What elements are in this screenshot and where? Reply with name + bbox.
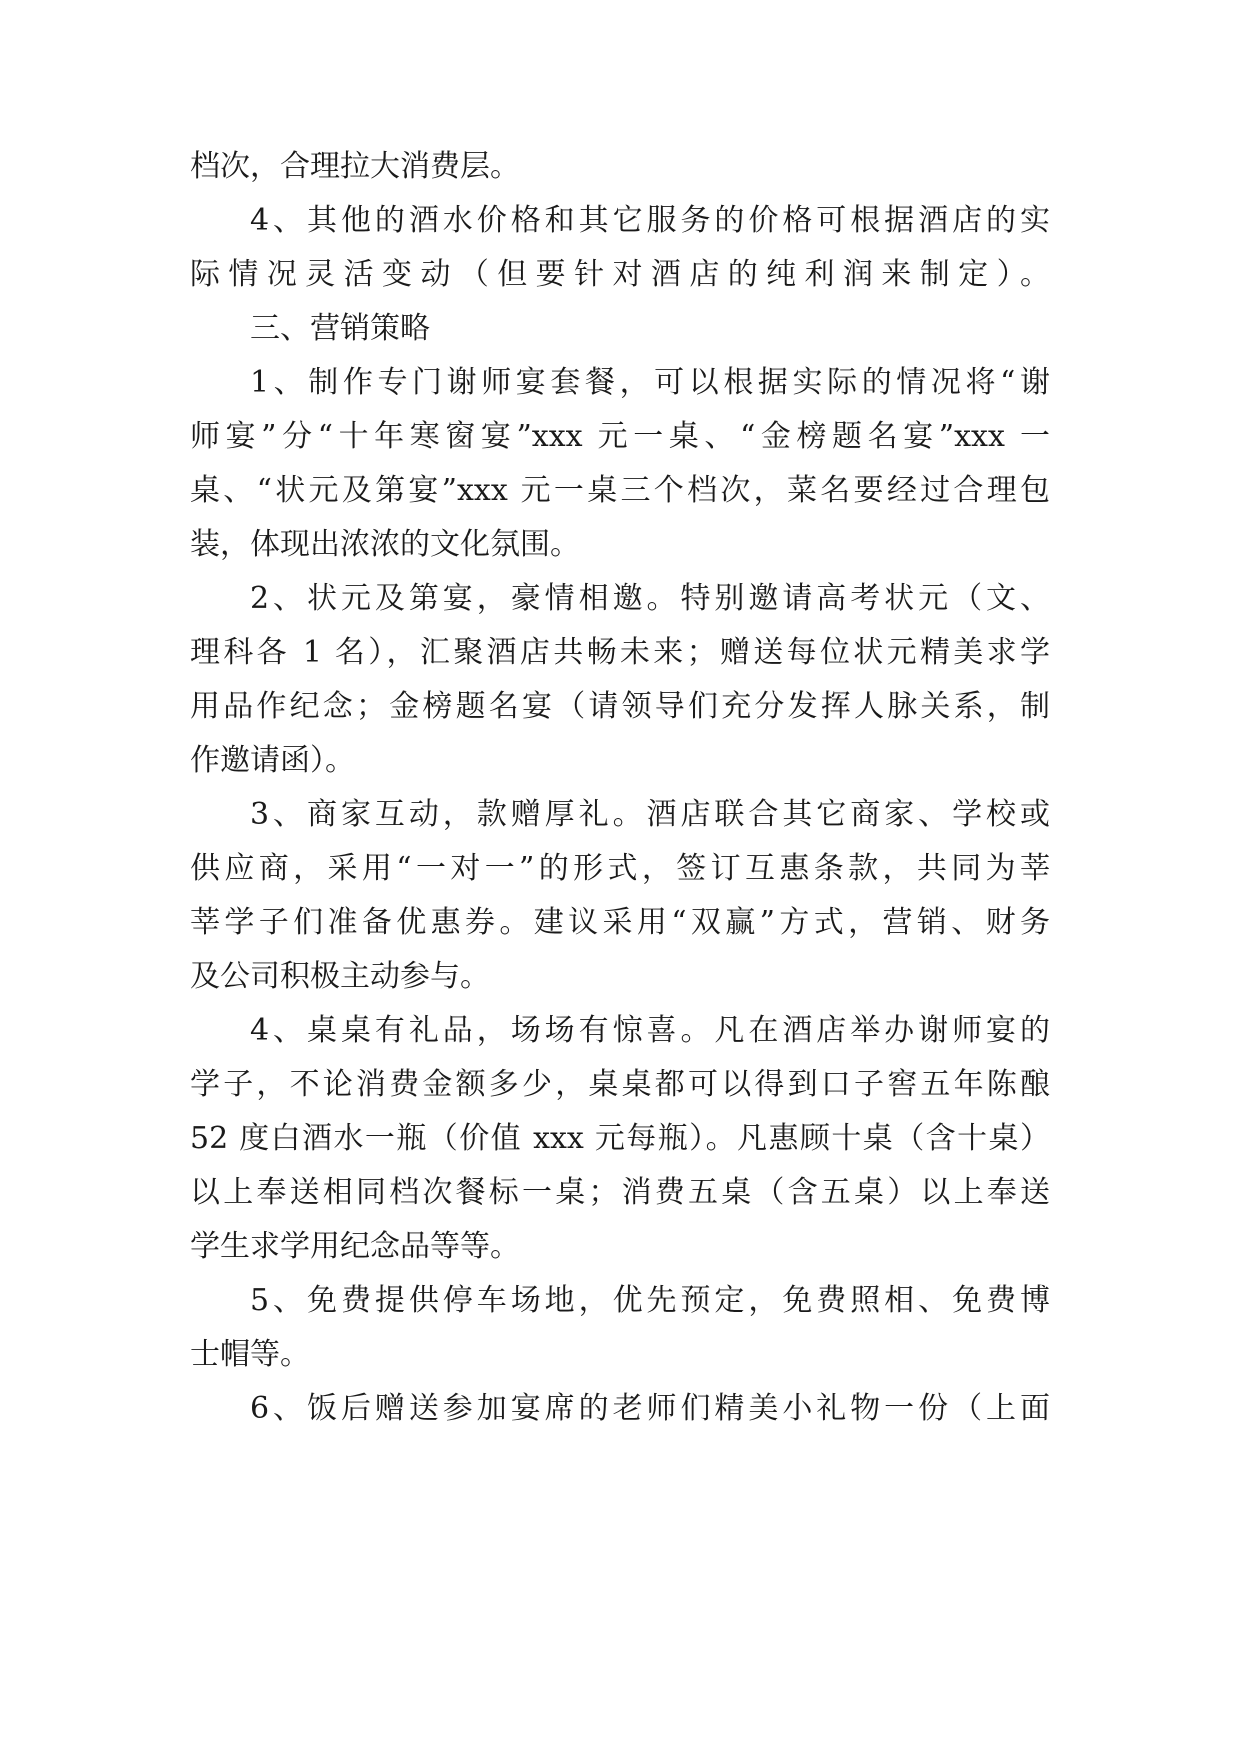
text-line: 1、制作专门谢师宴套餐，可以根据实际的情况将“谢 (250, 365, 1050, 400)
text-line: 莘学子们准备优惠券。建议采用“双赢”方式，营销、财务 (190, 905, 1050, 940)
text-line: 4、桌桌有礼品，场场有惊喜。凡在酒店举办谢师宴的 (250, 1013, 1050, 1048)
text-line: 装，体现出浓浓的文化氛围。 (190, 527, 580, 562)
text-line: 师宴”分“十年寒窗宴”xxx 元一桌、“金榜题名宴”xxx 一 (190, 419, 1050, 454)
text-line: 5、免费提供停车场地，优先预定，免费照相、免费博 (250, 1283, 1050, 1318)
text-line: 供应商，采用“一对一”的形式，签订互惠条款，共同为莘 (190, 851, 1050, 886)
text-line: 档次，合理拉大消费层。 (190, 149, 520, 184)
text-line: 4、其他的酒水价格和其它服务的价格可根据酒店的实 (250, 203, 1050, 238)
section-heading: 三、营销策略 (250, 311, 430, 346)
text-line: 2、状元及第宴，豪情相邀。特别邀请高考状元（文、 (250, 581, 1050, 616)
text-line: 学子，不论消费金额多少，桌桌都可以得到口子窖五年陈酿 (190, 1067, 1050, 1102)
text-line: 际情况灵活变动（但要针对酒店的纯利润来制定）。 (190, 257, 1050, 292)
text-line: 桌、“状元及第宴”xxx 元一桌三个档次，菜名要经过合理包 (190, 473, 1050, 508)
text-line: 士帽等。 (190, 1337, 310, 1372)
text-line: 以上奉送相同档次餐标一桌；消费五桌（含五桌）以上奉送 (190, 1175, 1050, 1210)
text-line: 52 度白酒水一瓶（价值 xxx 元每瓶）。凡惠顾十桌（含十桌） (190, 1121, 1050, 1156)
text-line: 理科各 1 名），汇聚酒店共畅未来；赠送每位状元精美求学 (190, 635, 1050, 670)
text-line: 作邀请函）。 (190, 743, 355, 778)
text-line: 及公司积极主动参与。 (190, 959, 490, 994)
text-line: 3、商家互动，款赠厚礼。酒店联合其它商家、学校或 (250, 797, 1050, 832)
text-line: 用品作纪念；金榜题名宴（请领导们充分发挥人脉关系，制 (190, 689, 1050, 724)
text-line: 学生求学用纪念品等等。 (190, 1229, 520, 1264)
text-line: 6、饭后赠送参加宴席的老师们精美小礼物一份（上面 (250, 1391, 1050, 1426)
